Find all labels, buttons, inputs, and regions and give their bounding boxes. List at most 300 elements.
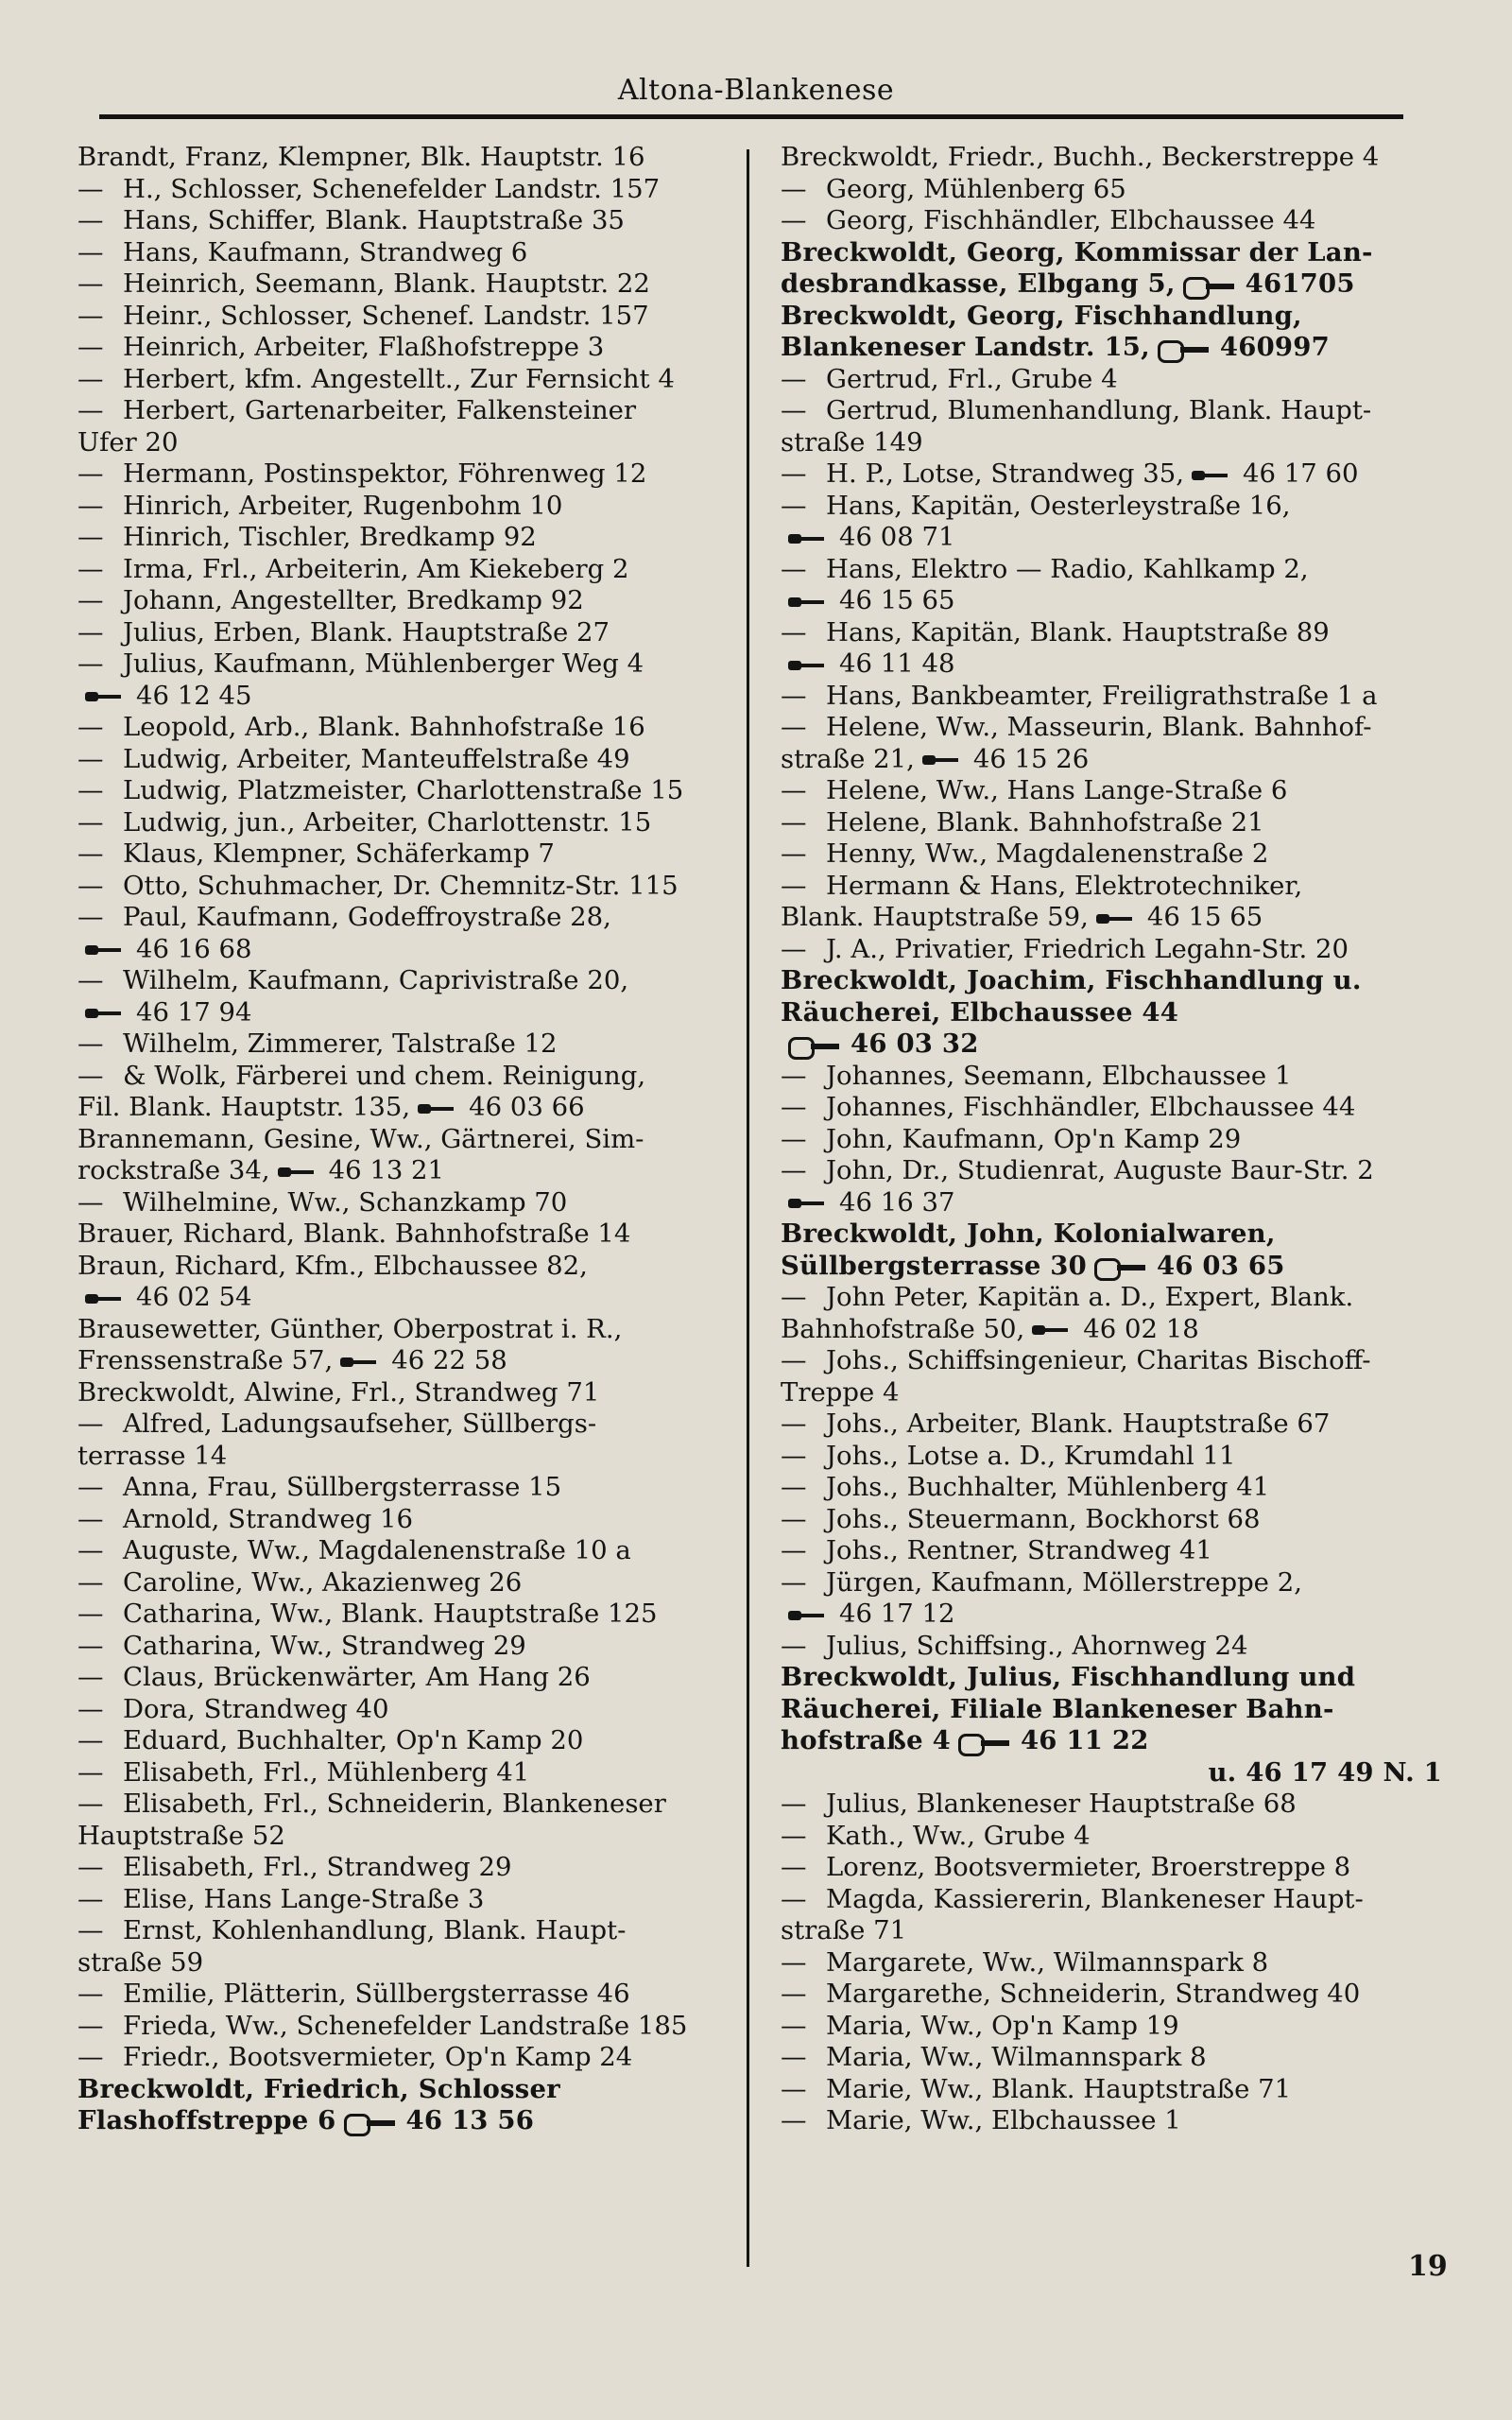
entry-line (77, 1535, 730, 1567)
repeat-dash: — (781, 1852, 807, 1882)
directory-entry (77, 1757, 730, 1789)
entry-line (781, 1060, 1442, 1093)
entry-text: Arnold, Strandweg 16 (123, 1503, 414, 1534)
phone-number (85, 997, 251, 1028)
repeat-dash: — (77, 1503, 104, 1534)
entry-line (781, 838, 1442, 871)
repeat-dash: — (781, 1092, 807, 1122)
entry-line (781, 965, 1442, 997)
entry-text: Hans, Kapitän, Blank. Hauptstraße 89 (826, 616, 1330, 648)
entry-line (77, 1915, 730, 1947)
entry-line (781, 1376, 1442, 1409)
directory-entry (77, 838, 730, 871)
entry-text: John, Dr., Studienrat, Auguste Baur-Str. 2 (826, 1155, 1374, 1185)
phone-digits: 46 15 65 (839, 585, 955, 615)
repeat-dash: — (77, 1725, 104, 1755)
directory-entry (781, 838, 1442, 871)
directory-entry (77, 965, 730, 1028)
directory-entry (77, 712, 730, 744)
entry-text: Herbert, kfm. Angestellt., Zur Fernsicht 4 (123, 363, 675, 394)
repeat-dash: — (781, 680, 807, 711)
directory-entry (781, 174, 1442, 206)
phone-number (1096, 902, 1263, 932)
phone-digits: 46 17 60 (1243, 458, 1359, 489)
telephone-icon (1192, 466, 1235, 485)
entry-text: Flashoffstreppe 6 (77, 2105, 336, 2135)
entry-line (781, 332, 1442, 364)
entry-line (781, 142, 1442, 174)
entry-line (77, 648, 730, 681)
repeat-dash: — (781, 363, 807, 394)
entry-line (781, 1693, 1442, 1726)
repeat-dash: — (781, 1946, 807, 1978)
repeat-dash: — (77, 1599, 104, 1629)
entry-line (781, 173, 1442, 206)
repeat-dash: — (77, 775, 104, 805)
telephone-icon (1183, 273, 1238, 298)
entry-text: Hans, Kaufmann, Strandweg 6 (123, 236, 528, 268)
telephone-icon (922, 751, 966, 769)
entry-text: Julius, Blankeneser Hauptstraße 68 (826, 1789, 1297, 1819)
directory-entry (781, 712, 1442, 775)
entry-line (781, 1503, 1442, 1536)
repeat-dash: — (781, 1282, 807, 1312)
entry-line (826, 1187, 1442, 1219)
entry-text: Alfred, Ladungsaufseher, Süllbergs- (123, 1409, 597, 1439)
entry-line (781, 1092, 1442, 1124)
telephone-icon (85, 941, 129, 959)
directory-entry (77, 648, 730, 712)
repeat-dash: — (781, 1979, 807, 2009)
repeat-dash: — (77, 1472, 104, 1502)
repeat-dash: — (781, 173, 807, 204)
entry-text: John, Kaufmann, Op'n Kamp 29 (826, 1123, 1242, 1154)
repeat-dash: — (781, 1535, 807, 1565)
directory-entry (77, 554, 730, 586)
entry-text: Wilhelm, Zimmerer, Talstraße 12 (123, 1028, 558, 1059)
entry-line (77, 205, 730, 237)
entry-text: Räucherei, Elbchaussee 44 (781, 996, 1179, 1028)
telephone-icon (788, 593, 832, 612)
repeat-dash: — (77, 1535, 104, 1565)
repeat-dash: — (77, 1060, 104, 1091)
entry-text: Heinr., Schlosser, Schenef. Landstr. 157 (123, 300, 649, 331)
phone-digits: 46 03 32 (850, 1028, 979, 1059)
repeat-dash: — (77, 2010, 104, 2041)
entry-line (77, 1028, 730, 1061)
directory-entry (77, 775, 730, 807)
directory-entry (77, 2011, 730, 2043)
telephone-icon (1032, 1321, 1075, 1340)
directory-entry (781, 1282, 1442, 1345)
entry-line (77, 268, 730, 301)
directory-entry (77, 1567, 730, 1599)
entry-line (77, 426, 730, 459)
entry-text: Hermann & Hans, Elektrotechniker, (826, 870, 1303, 901)
entry-text: Anna, Frau, Süllbergsterrasse 15 (123, 1472, 562, 1502)
entry-text: Brauer, Richard, Blank. Bahnhofstraße 14 (77, 1219, 631, 1249)
entry-text: Gertrud, Blumenhandlung, Blank. Haupt- (826, 395, 1372, 425)
entry-line (781, 902, 1442, 934)
entry-text: Johs., Steuermann, Bockhorst 68 (826, 1503, 1261, 1534)
entry-text: Maria, Ww., Op'n Kamp 19 (826, 2010, 1179, 2041)
directory-entry (77, 301, 730, 333)
entry-line (77, 1409, 730, 1441)
entry-text: Dora, Strandweg 40 (123, 1693, 389, 1724)
repeat-dash: — (781, 490, 807, 521)
entry-text: Breckwoldt, Georg, Kommissar der Lan- (781, 236, 1373, 268)
entry-text: Marie, Ww., Blank. Hauptstraße 71 (826, 2073, 1292, 2104)
repeat-dash: — (77, 173, 104, 204)
entry-line (781, 1725, 1442, 1757)
telephone-icon (1096, 909, 1140, 928)
phone-digits: 46 11 48 (839, 648, 955, 679)
directory-entry (77, 902, 730, 965)
entry-line (781, 1440, 1442, 1473)
directory-entry (781, 1821, 1442, 1853)
repeat-dash: — (781, 205, 807, 235)
directory-entry (77, 1852, 730, 1884)
entry-text: Hans, Kapitän, Oesterleystraße 16, (826, 490, 1291, 521)
repeat-dash: — (781, 806, 807, 838)
entry-text: Friedr., Bootsvermieter, Op'n Kamp 24 (123, 2042, 633, 2072)
directory-entry (77, 2042, 730, 2074)
directory-entry (781, 364, 1442, 396)
entry-line (77, 553, 730, 586)
entry-text: Breckwoldt, Julius, Fischhandlung und (781, 1662, 1356, 1692)
entry-line (826, 522, 1442, 554)
telephone-icon (958, 1730, 1013, 1754)
directory-entry (781, 142, 1442, 174)
entry-line (77, 838, 730, 871)
telephone-icon (788, 529, 832, 548)
entry-line (77, 1060, 730, 1093)
repeat-dash: — (77, 712, 104, 742)
directory-entry (781, 617, 1442, 681)
directory-entry (781, 2105, 1442, 2137)
repeat-dash: — (77, 1883, 104, 1914)
phone-number (1158, 332, 1330, 362)
entry-text: Maria, Ww., Wilmannspark 8 (826, 2042, 1207, 2072)
entry-line (781, 1852, 1442, 1884)
repeat-dash: — (781, 1060, 807, 1091)
entry-line (77, 2105, 730, 2137)
entry-line (77, 1092, 730, 1124)
directory-entry (781, 871, 1442, 934)
entry-text: Brausewetter, Günther, Oberpostrat i. R., (77, 1313, 623, 1344)
entry-line (77, 1219, 730, 1251)
entry-text: Elisabeth, Frl., Strandweg 29 (123, 1852, 512, 1882)
repeat-dash: — (781, 1472, 807, 1502)
phone-number (922, 744, 1089, 774)
entry-text: Hinrich, Tischler, Bredkamp 92 (123, 522, 537, 552)
directory-entry (77, 458, 730, 491)
entry-text: Treppe 4 (781, 1376, 900, 1408)
entry-text: Klaus, Klempner, Schäferkamp 7 (123, 838, 555, 869)
entry-text: Breckwoldt, Georg, Fischhandlung, (781, 300, 1302, 331)
repeat-dash: — (781, 933, 807, 964)
entry-line (781, 205, 1442, 237)
entry-text: straße 59 (77, 1946, 204, 1978)
entry-text: Eduard, Buchhalter, Op'n Kamp 20 (123, 1725, 584, 1755)
directory-entry (781, 1441, 1442, 1473)
right-column (781, 142, 1442, 2137)
entry-text: terrasse 14 (77, 1440, 228, 1471)
entry-line (781, 1409, 1442, 1441)
entry-text: Julius, Erben, Blank. Hauptstraße 27 (123, 616, 610, 648)
directory-entry (781, 1124, 1442, 1156)
entry-text: Helene, Ww., Hans Lange-Straße 6 (826, 775, 1288, 805)
phone-digits: 46 17 94 (136, 996, 252, 1028)
entry-line (781, 996, 1442, 1029)
directory-entry (77, 585, 730, 617)
entry-text: Margarethe, Schneiderin, Strandweg 40 (826, 1979, 1361, 2009)
entry-text: Lorenz, Bootsvermieter, Broerstreppe 8 (826, 1852, 1351, 1882)
entry-text: Wilhelmine, Ww., Schanzkamp 70 (123, 1186, 568, 1218)
entry-line (781, 363, 1442, 396)
directory-entry (781, 965, 1442, 1061)
entry-line (77, 616, 730, 649)
entry-text: Caroline, Ww., Akazienweg 26 (123, 1566, 523, 1598)
directory-entry (77, 1028, 730, 1061)
entry-text: Elise, Hans Lange-Straße 3 (123, 1883, 485, 1914)
phone-digits: 46 22 58 (391, 1345, 507, 1375)
entry-line (77, 1599, 730, 1631)
entry-text: Blank. Hauptstraße 59, (781, 902, 1089, 932)
entry-line (781, 1946, 1442, 1979)
directory-entry (77, 1472, 730, 1504)
directory-entry (781, 1789, 1442, 1821)
entry-text: straße 71 (781, 1915, 907, 1945)
repeat-dash: — (77, 870, 104, 901)
entry-text: Julius, Kaufmann, Mühlenberger Weg 4 (123, 648, 644, 679)
entry-line (77, 1820, 730, 1853)
repeat-dash: — (781, 1566, 807, 1598)
entry-line (77, 1472, 730, 1504)
phone-number (340, 1345, 507, 1375)
repeat-dash: — (781, 870, 807, 901)
entry-line (77, 1345, 730, 1377)
entry-text: Johs., Lotse a. D., Krumdahl 11 (826, 1440, 1236, 1471)
repeat-dash: — (77, 902, 104, 932)
phone-number (958, 1725, 1149, 1755)
directory-entry (77, 174, 730, 206)
entry-line (781, 1630, 1442, 1663)
repeat-dash: — (77, 616, 104, 648)
entry-line (781, 268, 1442, 301)
phone-number (85, 1282, 251, 1312)
entry-line (77, 712, 730, 744)
phone-digits: 46 15 65 (1146, 902, 1263, 932)
directory-entry (781, 2074, 1442, 2106)
repeat-dash: — (781, 458, 807, 489)
directory-entry (781, 491, 1442, 554)
entry-text: hofstraße 4 (781, 1725, 951, 1755)
entry-text: Blankeneser Landstr. 15, (781, 332, 1150, 362)
entry-line (781, 1883, 1442, 1916)
phone-digits: 46 17 12 (839, 1599, 955, 1629)
phone-digits: 46 03 66 (469, 1092, 585, 1122)
entry-line (781, 553, 1442, 586)
repeat-dash: — (781, 1820, 807, 1851)
entry-text: John Peter, Kapitän a. D., Expert, Blank. (826, 1282, 1354, 1312)
entry-line (77, 1250, 730, 1283)
directory-entry (77, 522, 730, 554)
telephone-icon (1094, 1254, 1149, 1279)
entry-line (781, 2042, 1442, 2074)
directory-entry (77, 395, 730, 458)
repeat-dash: — (781, 2010, 807, 2041)
entry-text: & Wolk, Färberei und chem. Reinigung, (123, 1060, 646, 1091)
entry-line (77, 1155, 730, 1187)
entry-line (781, 1123, 1442, 1156)
entry-text: Johann, Angestellter, Bredkamp 92 (123, 585, 584, 615)
entry-text: Breckwoldt, John, Kolonialwaren, (781, 1219, 1276, 1249)
entry-line (77, 902, 730, 934)
directory-entry (77, 1631, 730, 1663)
telephone-icon (788, 656, 832, 675)
directory-entry (77, 268, 730, 301)
entry-line (77, 173, 730, 206)
entry-text: Süllbergsterrasse 30 (781, 1250, 1087, 1281)
directory-entry (781, 934, 1442, 966)
phone-number (788, 522, 954, 552)
directory-entry (77, 1789, 730, 1852)
phone-number (85, 681, 251, 711)
directory-entry (781, 807, 1442, 839)
entry-line (77, 1979, 730, 2011)
entry-line (781, 395, 1442, 427)
entry-text: Ludwig, jun., Arbeiter, Charlottenstr. 15 (123, 806, 652, 838)
repeat-dash: — (77, 2042, 104, 2072)
directory-entry (77, 1219, 730, 1251)
entry-text: Henny, Ww., Magdalenenstraße 2 (826, 838, 1269, 869)
phone-digits: 46 12 45 (136, 680, 252, 711)
repeat-dash: — (77, 458, 104, 489)
entry-text: Auguste, Ww., Magdalenenstraße 10 a (123, 1535, 631, 1565)
entry-line (77, 1946, 730, 1979)
entry-line (781, 2105, 1442, 2137)
phone-number (344, 2105, 535, 2135)
entry-line (77, 1883, 730, 1916)
entry-text: Irma, Frl., Arbeiterin, Am Kiekeberg 2 (123, 553, 629, 584)
repeat-dash: — (77, 1852, 104, 1882)
entry-line (77, 2042, 730, 2074)
repeat-dash: — (781, 1630, 807, 1661)
directory-entry (77, 364, 730, 396)
entry-line (77, 1630, 730, 1663)
repeat-dash: — (77, 838, 104, 869)
entry-line (77, 363, 730, 396)
entry-text: Fil. Blank. Hauptstr. 135, (77, 1092, 411, 1122)
directory-entry (77, 617, 730, 649)
directory-entry (781, 1884, 1442, 1947)
left-column (77, 142, 730, 2137)
entry-line (781, 1250, 1442, 1283)
entry-text: Johs., Rentner, Strandweg 41 (826, 1535, 1212, 1565)
entry-text: Helene, Blank. Bahnhofstraße 21 (826, 806, 1264, 838)
directory-entry (781, 775, 1442, 807)
entry-text: Johannes, Seemann, Elbchaussee 1 (826, 1060, 1292, 1091)
entry-line (781, 870, 1442, 903)
phone-digits: 46 15 26 (972, 743, 1090, 774)
entry-line (77, 1313, 730, 1346)
repeat-dash: — (77, 1630, 104, 1661)
entry-line (781, 933, 1442, 966)
entry-text: Ludwig, Platzmeister, Charlottenstraße 15 (123, 775, 684, 805)
phone-number (1094, 1251, 1285, 1281)
entry-text: Heinrich, Arbeiter, Flaßhofstreppe 3 (123, 332, 605, 362)
entry-line (77, 1566, 730, 1599)
repeat-dash: — (781, 712, 807, 742)
directory-entry (781, 1345, 1442, 1409)
entry-line (781, 1313, 1442, 1346)
entry-text: Elisabeth, Frl., Mühlenberg 41 (123, 1756, 530, 1788)
directory-entry (781, 1409, 1442, 1441)
entry-text: Bahnhofstraße 50, (781, 1313, 1025, 1344)
repeat-dash: — (77, 363, 104, 394)
entry-text: Johs., Buchhalter, Mühlenberg 41 (826, 1472, 1270, 1502)
directory-entry (781, 554, 1442, 617)
repeat-dash: — (77, 965, 104, 995)
repeat-dash: — (77, 300, 104, 331)
entry-text: Breckwoldt, Friedrich, Schlosser (77, 2073, 560, 2104)
phone-number (278, 1155, 444, 1185)
repeat-dash: — (781, 1409, 807, 1439)
phone-digits: 46 02 54 (136, 1282, 252, 1312)
repeat-dash: — (781, 775, 807, 805)
entry-line (77, 2010, 730, 2043)
repeat-dash: — (77, 806, 104, 838)
entry-line (77, 585, 730, 617)
entry-line (781, 1219, 1442, 1251)
telephone-icon (85, 1289, 129, 1308)
entry-text: Elisabeth, Frl., Schneiderin, Blankeneser (123, 1789, 666, 1819)
entry-line (77, 1756, 730, 1789)
phone-digits: 46 13 56 (405, 2105, 535, 2135)
repeat-dash: — (77, 1028, 104, 1059)
repeat-dash: — (781, 395, 807, 425)
directory-entry (781, 2042, 1442, 2074)
directory-entry (77, 744, 730, 776)
directory-entry (77, 871, 730, 903)
entry-text: Hans, Elektro — Radio, Kahlkamp 2, (826, 553, 1309, 584)
entry-text: Kath., Ww., Grube 4 (826, 1820, 1091, 1851)
entry-text: straße 149 (781, 426, 923, 458)
repeat-dash: — (781, 2073, 807, 2104)
directory-entry (77, 237, 730, 269)
repeat-dash: — (77, 1662, 104, 1692)
entry-line (77, 1725, 730, 1757)
entry-line (781, 1345, 1442, 1377)
entry-text: Gertrud, Frl., Grube 4 (826, 363, 1118, 394)
directory-entry (77, 1915, 730, 1979)
entry-text: Ernst, Kohlenhandlung, Blank. Haupt- (123, 1915, 627, 1945)
directory-entry (781, 1567, 1442, 1631)
header-rule (99, 114, 1403, 119)
directory-entry (781, 301, 1442, 364)
directory-entry (77, 1504, 730, 1536)
entry-line (77, 1376, 730, 1409)
entry-line (826, 585, 1442, 617)
entry-line (77, 1789, 730, 1821)
entry-text: Herbert, Gartenarbeiter, Falkensteiner (123, 395, 637, 425)
phone-number (1032, 1314, 1198, 1344)
entry-text: Ludwig, Arbeiter, Manteuffelstraße 49 (123, 743, 630, 774)
directory-entry (781, 458, 1442, 491)
directory-entry (77, 1662, 730, 1694)
directory-entry (781, 1155, 1442, 1219)
